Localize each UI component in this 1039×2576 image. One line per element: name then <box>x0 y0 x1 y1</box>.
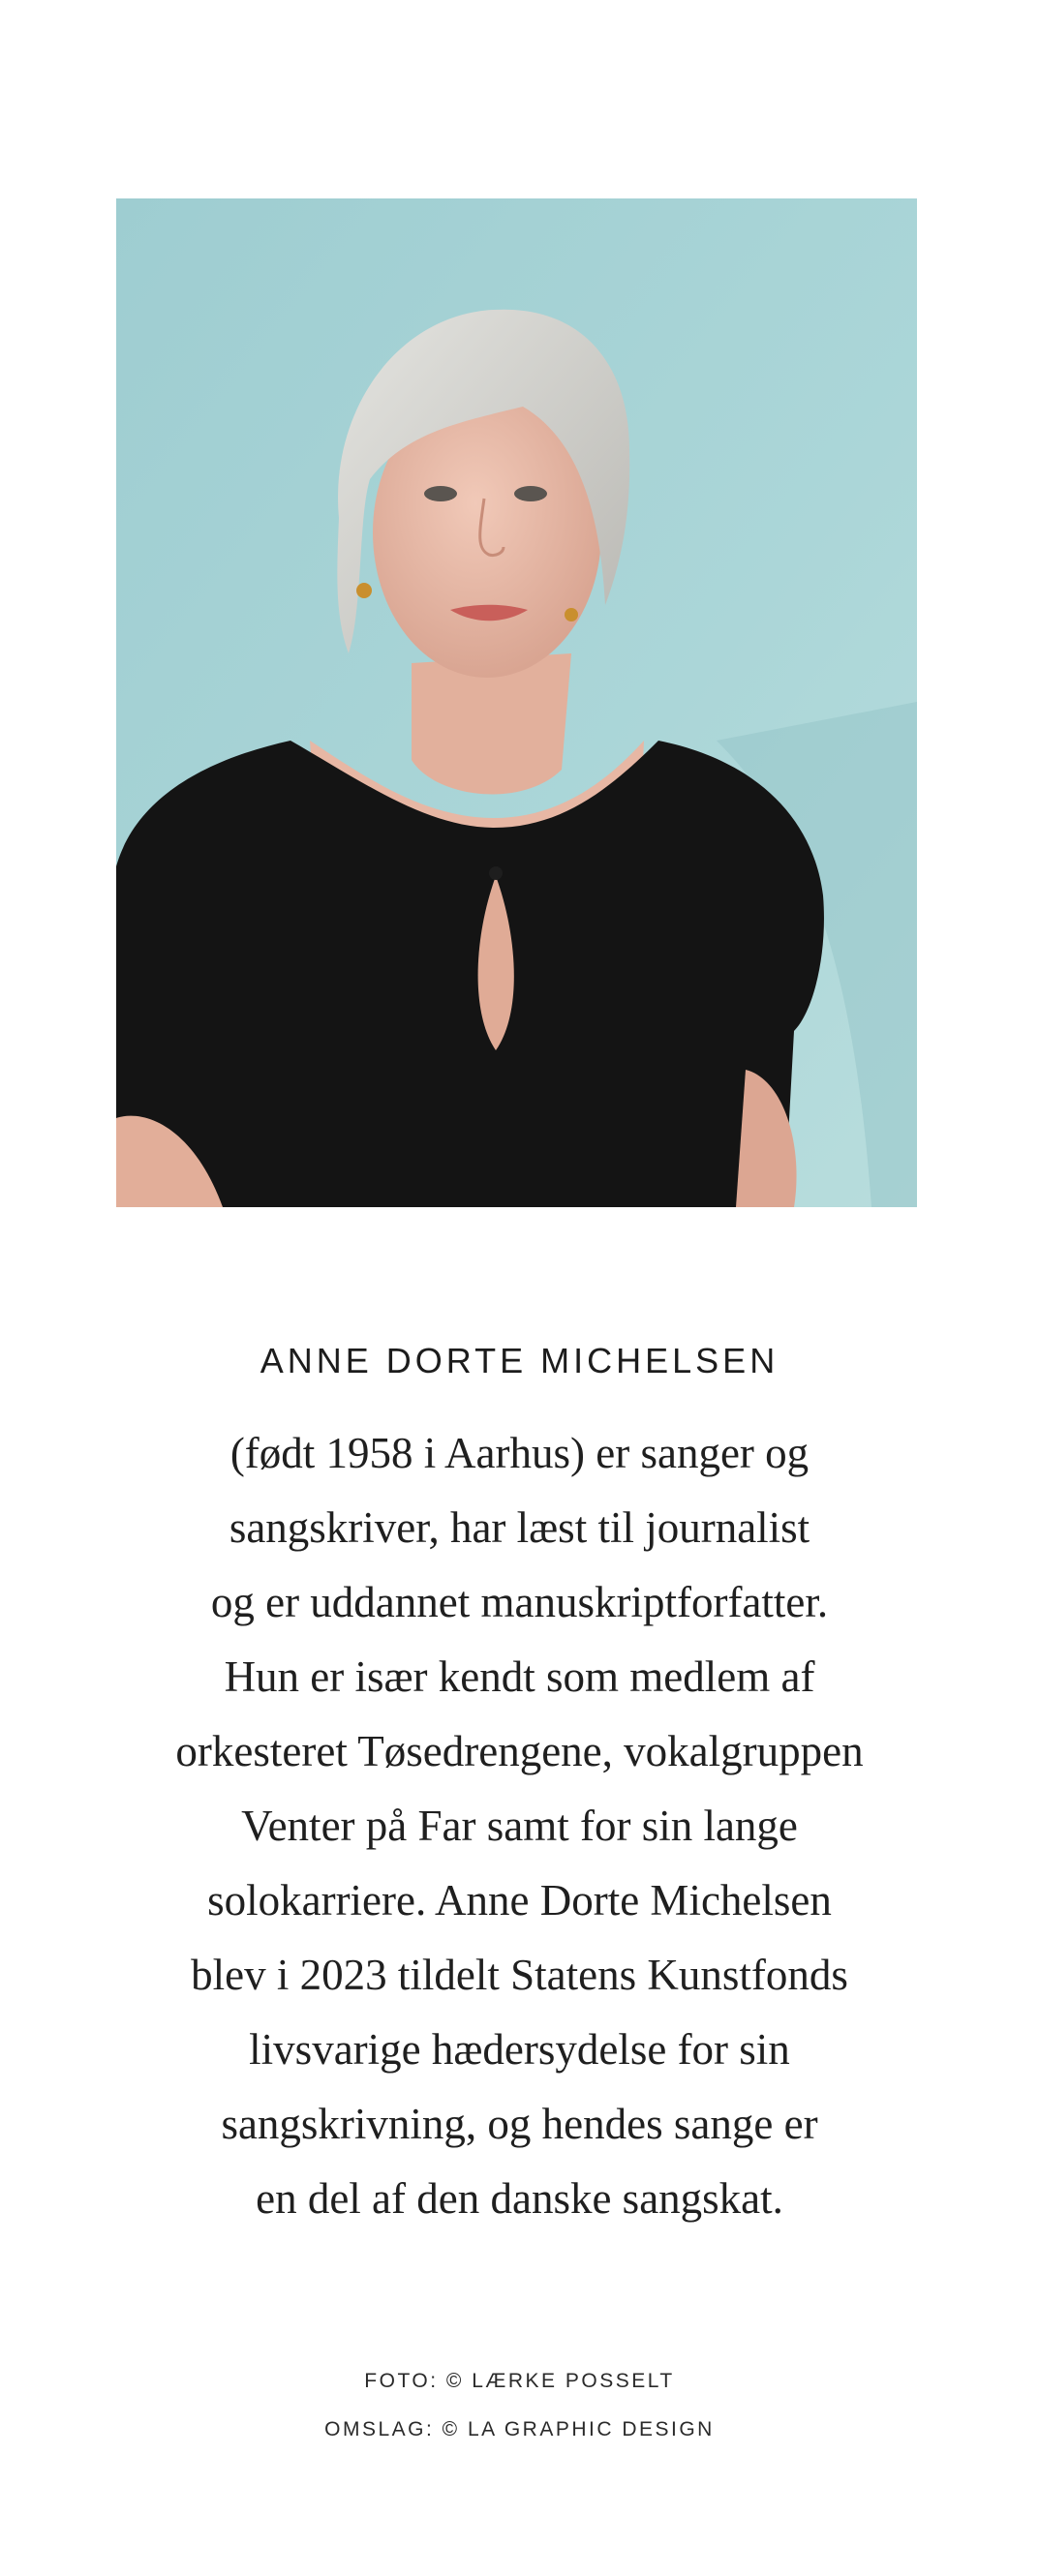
bio-line: solokarriere. Anne Dorte Michelsen <box>207 1876 832 1924</box>
cover-credit: OMSLAG: © LA GRAPHIC DESIGN <box>324 2418 715 2440</box>
author-photo <box>116 198 917 1207</box>
photo-credit: FOTO: © LÆRKE POSSELT <box>364 2370 675 2392</box>
bio-line: og er uddannet manuskriptforfatter. <box>210 1578 829 1626</box>
bio-line: Venter på Far samt for sin lange <box>241 1802 798 1850</box>
bio-line: Hun er især kendt som medlem af <box>224 1652 815 1701</box>
bio-line: (født 1958 i Aarhus) er sanger og <box>229 1429 810 1477</box>
bio-line: orkesteret Tøsedrengene, vokalgruppen <box>175 1727 864 1775</box>
bio-line: blev i 2023 tildelt Statens Kunstfonds <box>191 1951 848 1999</box>
portrait-image <box>116 198 917 1207</box>
bio-line: sangskriver, har læst til journalist <box>229 1503 810 1552</box>
author-name: ANNE DORTE MICHELSEN <box>260 1341 779 1380</box>
credits <box>0 2357 1039 2454</box>
author-bio <box>77 1416 962 2236</box>
bio-line: en del af den danske sangskat. <box>256 2174 783 2223</box>
bio-line: livsvarige hædersydelse for sin <box>249 2025 790 2074</box>
bio-line: sangskrivning, og hendes sange er <box>221 2100 818 2148</box>
